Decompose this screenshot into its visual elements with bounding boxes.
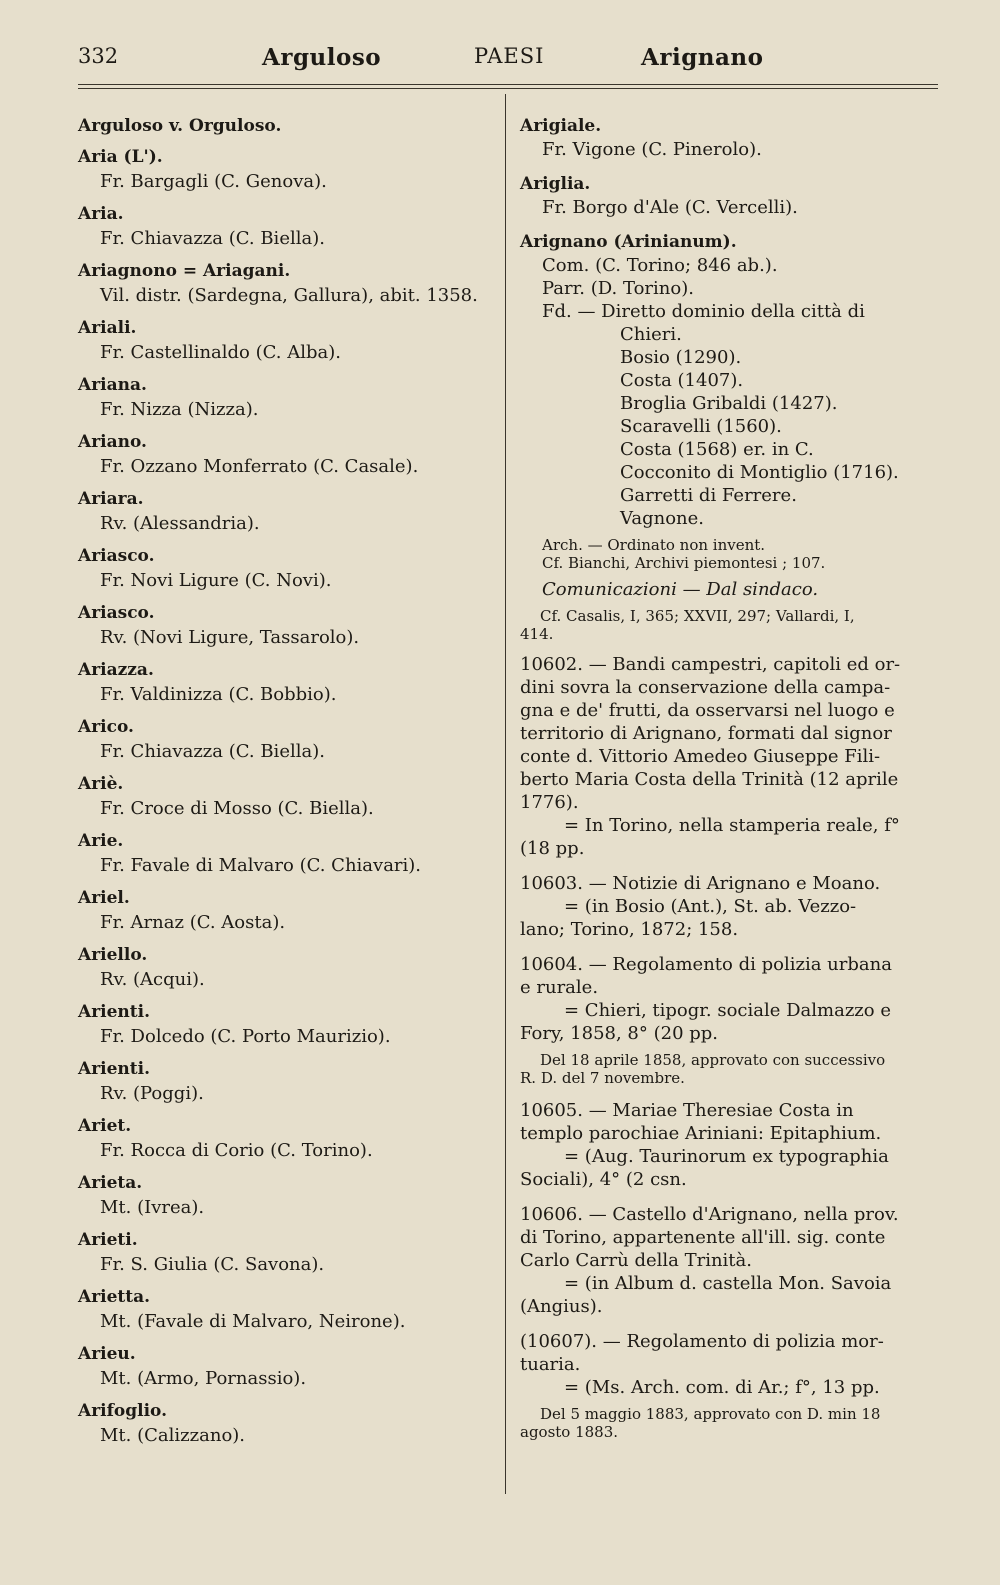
entry-head: Aria (L'). bbox=[78, 147, 163, 167]
note-line: Del 5 maggio 1883, approvato con D. min 18 bbox=[540, 1405, 881, 1423]
gazetteer-entry bbox=[78, 145, 498, 195]
arch-line: Arch. — Ordinato non invent. bbox=[542, 536, 766, 554]
gazetteer-entry bbox=[78, 114, 498, 138]
entry-head: Ariano. bbox=[78, 432, 147, 452]
entry-head: Arieu. bbox=[78, 1344, 136, 1364]
entry-head: Ariasco. bbox=[78, 546, 155, 566]
entry-sub: Vil. distr. (Sardegna, Gallura), abit. 1358. bbox=[100, 285, 478, 306]
entry-head: Ariali. bbox=[78, 318, 137, 338]
entry-sub: Fr. Valdinizza (C. Bobbio). bbox=[100, 684, 337, 705]
entry-head: Arieti. bbox=[78, 1230, 138, 1250]
item-line: e rurale. bbox=[520, 977, 599, 998]
item-line: (18 pp. bbox=[520, 838, 585, 859]
item-line: 10602. — Bandi campestri, capitoli ed or- bbox=[520, 654, 901, 675]
entry-head: Ariello. bbox=[78, 945, 148, 965]
entry-head: Ariana. bbox=[78, 375, 147, 395]
section-title: PAESI bbox=[474, 44, 545, 68]
entry-sub: Fr. Novi Ligure (C. Novi). bbox=[100, 570, 332, 591]
gazetteer-entry bbox=[78, 316, 498, 366]
item-line: (10607). — Regolamento di polizia mor- bbox=[520, 1331, 884, 1352]
bibliography-item bbox=[520, 653, 940, 860]
cf-bianchi: Cf. Bianchi, Archivi piemontesi ; 107. bbox=[542, 554, 826, 572]
item-note bbox=[520, 1405, 940, 1441]
item-line: = (Ms. Arch. com. di Ar.; f°, 13 pp. bbox=[564, 1377, 880, 1398]
entry-head: Arienti. bbox=[78, 1002, 151, 1022]
entry-sub: Rv. (Novi Ligure, Tassarolo). bbox=[100, 627, 360, 648]
left-column bbox=[78, 114, 498, 1456]
entry-sub: Fr. Arnaz (C. Aosta). bbox=[100, 912, 286, 933]
gazetteer-entry bbox=[78, 259, 498, 309]
entry-head: Arienti. bbox=[78, 1059, 151, 1079]
entry-head: Ariet. bbox=[78, 1116, 132, 1136]
bibliography-item bbox=[520, 1099, 940, 1191]
item-line: 10603. — Notizie di Arignano e Moano. bbox=[520, 873, 881, 894]
entry-sub: Rv. (Acqui). bbox=[100, 969, 205, 990]
item-line: dini sovra la conservazione della campa- bbox=[520, 677, 891, 698]
fd-lord: Bosio (1290). bbox=[620, 347, 742, 368]
gazetteer-entry bbox=[78, 1399, 498, 1449]
comunicazioni: Comunicazioni — Dal sindaco. bbox=[542, 579, 819, 600]
entry-sub: Fr. Borgo d'Ale (C. Vercelli). bbox=[542, 197, 798, 218]
item-line: = (in Album d. castella Mon. Savoia bbox=[564, 1273, 892, 1294]
item-note bbox=[520, 1051, 940, 1087]
entry-sub: Fr. Favale di Malvaro (C. Chiavari). bbox=[100, 855, 422, 876]
fd-lord: Scaravelli (1560). bbox=[620, 416, 782, 437]
gazetteer-entry bbox=[78, 430, 498, 480]
entry-head: Ariazza. bbox=[78, 660, 154, 680]
item-line: tuaria. bbox=[520, 1354, 581, 1375]
fd-lord: Costa (1568) er. in C. bbox=[620, 439, 814, 460]
note-line: Cf. Casalis, I, 365; XXVII, 297; Vallardi, I, bbox=[540, 607, 855, 625]
right-headword: Arignano bbox=[641, 44, 764, 71]
gazetteer-entry bbox=[78, 1228, 498, 1278]
fd-lord: Garretti di Ferrere. bbox=[620, 485, 797, 506]
entry-sub: Mt. (Armo, Pornassio). bbox=[100, 1368, 307, 1389]
item-line: = (Aug. Taurinorum ex typographia bbox=[564, 1146, 889, 1167]
fd-lord: Costa (1407). bbox=[620, 370, 744, 391]
item-line: templo parochiae Ariniani: Epitaphium. bbox=[520, 1123, 882, 1144]
entry-head: Ariagnono = Ariagani. bbox=[78, 261, 291, 281]
entry-sub: Rv. (Poggi). bbox=[100, 1083, 204, 1104]
gazetteer-entry bbox=[78, 658, 498, 708]
bibliography-item bbox=[520, 872, 940, 941]
entry-sub: Mt. (Calizzano). bbox=[100, 1425, 246, 1446]
item-line: 10605. — Mariae Theresiae Costa in bbox=[520, 1100, 854, 1121]
entry-sub: Fr. Chiavazza (C. Biella). bbox=[100, 741, 325, 762]
item-line: conte d. Vittorio Amedeo Giuseppe Fili- bbox=[520, 746, 881, 767]
gazetteer-entry bbox=[78, 1171, 498, 1221]
gazetteer-entry bbox=[78, 601, 498, 651]
item-line: = Chieri, tipogr. sociale Dalmazzo e bbox=[564, 1000, 891, 1021]
fd-lord: Cocconito di Montiglio (1716). bbox=[620, 462, 899, 483]
gazetteer-entry bbox=[78, 886, 498, 936]
header-rule-top bbox=[78, 84, 938, 85]
entry-sub: Fr. Vigone (C. Pinerolo). bbox=[542, 139, 762, 160]
entry-head: Arico. bbox=[78, 717, 134, 737]
bibliography-item bbox=[520, 1330, 940, 1399]
bibliography-item bbox=[520, 953, 940, 1045]
com-line: Com. (C. Torino; 846 ab.). bbox=[542, 255, 778, 276]
entry-head: Ariglia. bbox=[520, 174, 591, 194]
page-number: 332 bbox=[78, 44, 119, 68]
column-divider bbox=[505, 94, 506, 1494]
fd-lord: Vagnone. bbox=[620, 508, 704, 529]
entry-head: Ariè. bbox=[78, 774, 124, 794]
entry-head-arignano: Arignano (Arinianum). bbox=[520, 232, 737, 252]
note-line: Del 18 aprile 1858, approvato con successivo bbox=[540, 1051, 886, 1069]
bibliography-item bbox=[520, 1203, 940, 1318]
entry-sub: Mt. (Favale di Malvaro, Neirone). bbox=[100, 1311, 406, 1332]
gazetteer-entry bbox=[78, 1057, 498, 1107]
gazetteer-entry bbox=[78, 715, 498, 765]
entry-sub: Fr. Castellinaldo (C. Alba). bbox=[100, 342, 341, 363]
entry-sub: Fr. Bargagli (C. Genova). bbox=[100, 171, 327, 192]
entry-head: Arie. bbox=[78, 831, 124, 851]
gazetteer-entry bbox=[78, 772, 498, 822]
entry-head: Arguloso v. Orguloso. bbox=[78, 116, 282, 136]
left-headword: Arguloso bbox=[262, 44, 382, 71]
item-line: 10606. — Castello d'Arignano, nella prov. bbox=[520, 1204, 899, 1225]
entry-sub: Fr. Ozzano Monferrato (C. Casale). bbox=[100, 456, 419, 477]
entry-sub: Fr. Croce di Mosso (C. Biella). bbox=[100, 798, 374, 819]
fd-line-cont: Chieri. bbox=[620, 324, 682, 345]
gazetteer-entry bbox=[78, 202, 498, 252]
note-line: 414. bbox=[520, 625, 554, 643]
item-line: lano; Torino, 1872; 158. bbox=[520, 919, 739, 940]
gazetteer-entry bbox=[78, 1114, 498, 1164]
entry-head: Aria. bbox=[78, 204, 124, 224]
parr-line: Parr. (D. Torino). bbox=[542, 278, 694, 299]
item-line: 1776). bbox=[520, 792, 579, 813]
item-line: berto Maria Costa della Trinità (12 aprile bbox=[520, 769, 899, 790]
gazetteer-entry bbox=[78, 544, 498, 594]
entry-sub: Fr. Chiavazza (C. Biella). bbox=[100, 228, 325, 249]
header-rule-bottom bbox=[78, 88, 938, 89]
entry-head: Arifoglio. bbox=[78, 1401, 168, 1421]
entry-head: Ariara. bbox=[78, 489, 144, 509]
right-column bbox=[520, 114, 940, 1453]
gazetteer-entry bbox=[78, 1342, 498, 1392]
item-line: = (in Bosio (Ant.), St. ab. Vezzo- bbox=[564, 896, 857, 917]
item-line: = In Torino, nella stamperia reale, f° bbox=[564, 815, 900, 836]
item-line: (Angius). bbox=[520, 1296, 603, 1317]
note-line: agosto 1883. bbox=[520, 1423, 619, 1441]
entry-head: Arigiale. bbox=[520, 116, 602, 136]
gazetteer-entry bbox=[78, 373, 498, 423]
entry-head: Arieta. bbox=[78, 1173, 143, 1193]
running-head bbox=[78, 44, 938, 84]
entry-sub: Rv. (Alessandria). bbox=[100, 513, 260, 534]
cf-casalis bbox=[520, 607, 940, 643]
note-line: R. D. del 7 novembre. bbox=[520, 1069, 685, 1087]
gazetteer-entry bbox=[78, 1285, 498, 1335]
item-line: di Torino, appartenente all'ill. sig. conte bbox=[520, 1227, 886, 1248]
gazetteer-entry bbox=[78, 829, 498, 879]
gazetteer-entry bbox=[78, 487, 498, 537]
item-line: Carlo Carrù della Trinità. bbox=[520, 1250, 752, 1271]
entry-head: Ariasco. bbox=[78, 603, 155, 623]
entry-sub: Fr. Nizza (Nizza). bbox=[100, 399, 259, 420]
item-line: territorio di Arignano, formati dal signor bbox=[520, 723, 892, 744]
fd-lord: Broglia Gribaldi (1427). bbox=[620, 393, 838, 414]
entry-sub: Mt. (Ivrea). bbox=[100, 1197, 205, 1218]
entry-head: Arietta. bbox=[78, 1287, 151, 1307]
gazetteer-entry bbox=[78, 943, 498, 993]
entry-sub: Fr. Dolcedo (C. Porto Maurizio). bbox=[100, 1026, 391, 1047]
entry-head: Ariel. bbox=[78, 888, 130, 908]
item-line: 10604. — Regolamento di polizia urbana bbox=[520, 954, 892, 975]
fd-line: Fd. — Diretto dominio della città di bbox=[542, 301, 865, 322]
item-line: Sociali), 4° (2 csn. bbox=[520, 1169, 687, 1190]
item-line: gna e de' frutti, da osservarsi nel luogo e bbox=[520, 700, 895, 721]
item-line: Fory, 1858, 8° (20 pp. bbox=[520, 1023, 719, 1044]
entry-sub: Fr. S. Giulia (C. Savona). bbox=[100, 1254, 325, 1275]
gazetteer-entry bbox=[78, 1000, 498, 1050]
entry-sub: Fr. Rocca di Corio (C. Torino). bbox=[100, 1140, 373, 1161]
